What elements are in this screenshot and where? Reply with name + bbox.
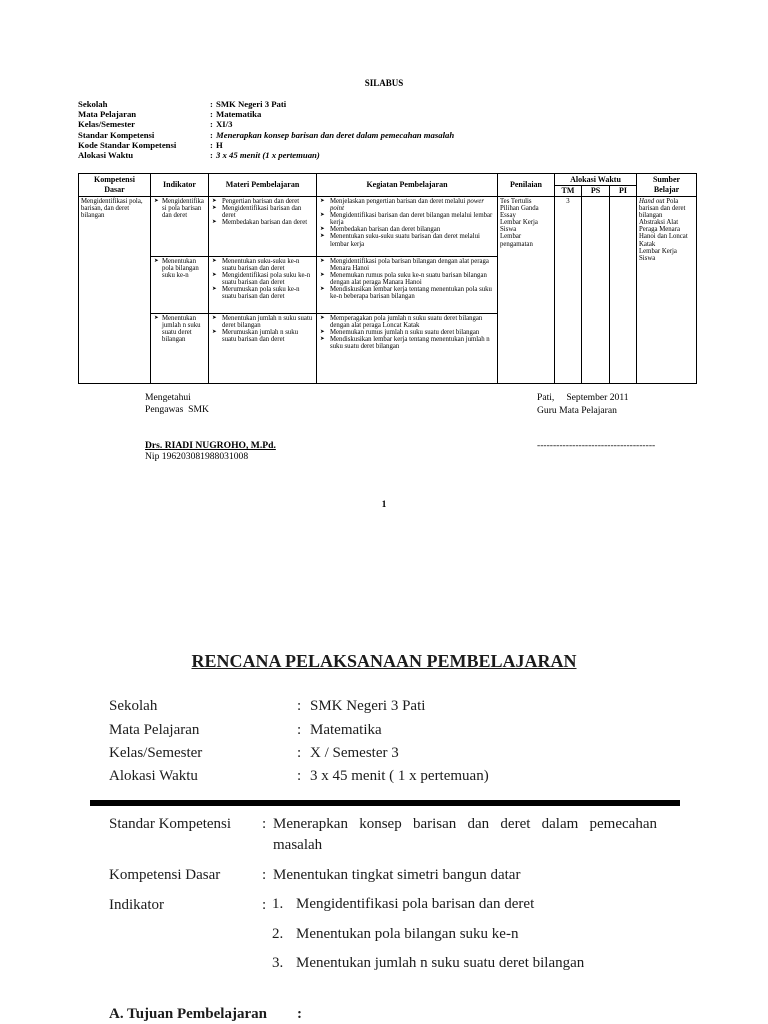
info-label: Sekolah	[78, 99, 108, 109]
info-label: Mata Pelajaran	[78, 109, 137, 120]
kegiatan-list	[319, 315, 495, 350]
header-tm: TM	[555, 186, 582, 197]
rpp-indikator-label: Indikator	[109, 897, 164, 913]
rpp-standar-value: Menerapkan konsep barisan dan deret dalam pemecahan masalah	[273, 816, 657, 853]
list-item: ➤ Mengidentifikasi pola barisan bilangan dengan alat peraga Menara Hanoi	[319, 258, 495, 272]
header-alokasi-waktu: Alokasi Waktu	[555, 174, 637, 186]
indikator-list	[153, 315, 206, 343]
cell-kegiatan	[317, 257, 498, 314]
rpp-standar-separator: :	[262, 816, 267, 832]
rpp-kd-label: Kompetensi Dasar	[109, 867, 221, 883]
list-item: ➤ Merumuskan pola suku ke-n suatu barisan dan deret	[211, 286, 314, 300]
rpp-info-separator: :	[297, 698, 302, 714]
cell-penilaian	[498, 197, 555, 384]
penilaian-item: Lembar pengamatan	[500, 233, 533, 248]
header-penilaian: Penilaian	[498, 174, 555, 197]
indikator-list	[153, 198, 206, 219]
cell-materi	[209, 314, 317, 384]
list-item: ➤ Menentukan pola bilangan suku ke-n	[153, 258, 206, 279]
info-row-standar-kompetensi	[78, 130, 698, 140]
materi-list	[211, 315, 314, 343]
info-value: XI/3	[216, 119, 233, 130]
header-pi: PI	[610, 186, 637, 197]
signature-name: Drs. RIADI NUGROHO, M.Pd.	[145, 440, 276, 451]
list-item: ➤ Menentukan suku-suku suatu barisan dan deret melalui lembar kerja	[319, 233, 495, 247]
cell-tm: 3	[555, 197, 582, 384]
list-item: ➤ Mengidentifikasi pola suku ke-n suatu barisan dan deret	[211, 272, 314, 286]
item-text: Menentukan pola bilangan suku ke-n	[296, 926, 519, 942]
sumber-item: Abstraksi Alat Peraga Menara Hanoi dan Loncat Katak	[639, 219, 688, 248]
rpp-info-label: Alokasi Waktu	[109, 768, 198, 784]
info-label: Standar Kompetensi	[78, 129, 155, 140]
list-item: ➤ Pengertian barisan dan deret	[211, 198, 314, 205]
signature-nip: Nip 196203081988031008	[145, 451, 249, 462]
penilaian-item: Tes Tertulis	[500, 198, 532, 205]
info-value: 3 x 45 menit (1 x pertemuan)	[216, 149, 320, 160]
rpp-info-value: Matematika	[310, 722, 382, 738]
list-item: ➤ Mengidentifikasi barisan dan deret	[211, 205, 314, 219]
header-ps: PS	[582, 186, 610, 197]
list-item: ➤ Merumuskan jumlah n suku suatu barisan dan deret	[211, 329, 314, 343]
signature-place-date: Pati, September 2011	[537, 392, 629, 403]
list-item: ➤ Menentukan jumlah n suku suatu deret bilangan	[153, 315, 206, 343]
table-row	[79, 197, 697, 257]
silabus-table	[78, 173, 697, 384]
cell-kegiatan	[317, 197, 498, 257]
item-text: Menentukan jumlah n suku suatu deret bilangan	[296, 955, 585, 971]
rpp-info-separator: :	[297, 722, 302, 738]
list-item: ➤ Membedakan barisan dan deret bilangan	[319, 226, 495, 233]
rpp-info-label: Sekolah	[109, 698, 158, 714]
cell-indikator	[151, 197, 209, 257]
info-row-kode-standar-kompetensi	[78, 140, 698, 150]
list-item: ➤ Menemukan rumus pola suku ke-n suatu barisan bilangan dengan alat peraga Manara Hanoi	[319, 272, 495, 286]
rpp-kd-separator: :	[262, 867, 267, 883]
info-label: Alokasi Waktu	[78, 149, 134, 160]
info-value: SMK Negeri 3 Pati	[216, 99, 287, 109]
info-label: Kode Standar Kompetensi	[78, 139, 177, 150]
materi-list	[211, 258, 314, 301]
penilaian-item: Pilihan Ganda	[500, 205, 539, 213]
info-value: Menerapkan konsep barisan dan deret dalam pemecahan masalah	[216, 129, 455, 140]
item-number: 2.	[272, 926, 284, 942]
info-separator: :	[210, 149, 213, 160]
signature-role: Guru Mata Pelajaran	[537, 405, 617, 416]
rpp-indikator-separator: :	[262, 897, 267, 913]
page-number: 1	[381, 499, 387, 510]
item-number: 1.	[272, 896, 284, 912]
info-separator: :	[210, 99, 213, 109]
info-row-alokasi-waktu	[78, 150, 698, 160]
item-number: 3.	[272, 955, 284, 971]
cell-ps	[582, 197, 610, 384]
rpp-info-label: Mata Pelajaran	[109, 722, 200, 738]
silabus-info	[78, 99, 698, 160]
info-row-kelas-semester	[78, 119, 698, 129]
cell-materi	[209, 197, 317, 257]
rpp-info-separator: :	[297, 768, 302, 784]
info-value: H	[216, 139, 223, 150]
sumber-hand-out: Hand out	[639, 198, 665, 205]
rpp-info-label: Kelas/Semester	[109, 745, 203, 761]
header-kegiatan-pembelajaran: Kegiatan Pembelajaran	[317, 174, 498, 197]
header-sumber-belajar: Sumber Belajar	[637, 174, 697, 197]
rpp-title: RENCANA PELAKSANAAN PEMBELAJARAN	[191, 651, 577, 671]
indikator-list	[153, 258, 206, 279]
table-header-row	[79, 174, 697, 186]
info-separator: :	[210, 119, 213, 130]
rpp-standar-label: Standar Kompetensi	[109, 816, 232, 832]
item-text: Menjelaskan pengertian barisan dan deret melalui	[330, 198, 466, 205]
rpp-info-value: X / Semester 3	[310, 745, 399, 761]
item-emphasis: power point	[330, 198, 485, 213]
cell-indikator	[151, 314, 209, 384]
sumber-text: Pola barisan dan deret bilangan	[639, 198, 686, 220]
section-divider	[90, 800, 680, 806]
sumber-item	[639, 198, 694, 219]
rpp-kompetensi-dasar	[109, 865, 669, 886]
header-kompetensi-dasar: Kompetensi Dasar	[79, 174, 151, 197]
list-item: ➤ Menentukan jumlah n suku suatu deret bilangan	[211, 315, 314, 329]
materi-list	[211, 198, 314, 226]
list-item	[319, 198, 495, 212]
list-item: ➤ Memperagakan pola jumlah n suku suatu deret bilangan dengan alat peraga Loncat Katak	[319, 315, 495, 329]
cell-pi	[610, 197, 637, 384]
list-item: ➤ Membedakan barisan dan deret	[211, 219, 314, 226]
info-row-mata-pelajaran	[78, 109, 698, 119]
info-label: Kelas/Semester	[78, 119, 135, 130]
rpp-tujuan-separator: :	[297, 1006, 302, 1022]
rpp-info-separator: :	[297, 745, 302, 761]
item-text: Mengidentifikasi pola barisan dan deret	[296, 896, 535, 912]
sumber-item: Lembar Kerja Siswa	[639, 247, 677, 262]
list-item: ➤ Mengidentifikasi barisan dan deret bilangan melalui lembar kerja	[319, 212, 495, 226]
cell-indikator	[151, 257, 209, 314]
signature-mengetahui: Mengetahui	[145, 392, 191, 403]
kegiatan-list	[319, 198, 495, 248]
signature-pengawas: Pengawas SMK	[145, 404, 209, 415]
list-item: ➤ Menentukan suku-suku ke-n suatu barisan dan deret	[211, 258, 314, 272]
rpp-tujuan-heading	[109, 1005, 302, 1023]
list-item: ➤ Mendiskusikan lembar kerja tentang menentukan pola suku ke-n beberapa barisan bilangan	[319, 286, 495, 300]
cell-materi	[209, 257, 317, 314]
header-indikator: Indikator	[151, 174, 209, 197]
kegiatan-list	[319, 258, 495, 301]
cell-kegiatan	[317, 314, 498, 384]
penilaian-item: Essay	[500, 212, 516, 220]
cell-kompetensi-dasar: Mengidentifikasi pola, barisan, dan deret bilangan	[79, 197, 151, 384]
info-separator: :	[210, 109, 213, 120]
header-materi-pembelajaran: Materi Pembelajaran	[209, 174, 317, 197]
info-separator: :	[210, 139, 213, 150]
rpp-info-value: SMK Negeri 3 Pati	[310, 698, 426, 714]
list-item: ➤ Mendiskusikan lembar kerja tentang menentukan jumlah n suku suatu deret bilangan	[319, 336, 495, 350]
info-separator: :	[210, 129, 213, 140]
info-row-sekolah	[78, 99, 698, 109]
rpp-kd-value: Menentukan tingkat simetri bangun datar	[273, 867, 521, 883]
cell-sumber-belajar	[637, 197, 697, 384]
silabus-title: SILABUS	[364, 78, 404, 88]
info-value: Matematika	[216, 109, 262, 120]
signature-line: -------------------------------------	[537, 440, 656, 451]
rpp-tujuan-label: A. Tujuan Pembelajaran	[109, 1006, 267, 1022]
list-item: ➤ Mengidentifikasi pola barisan dan deret	[153, 198, 206, 219]
list-item: ➤ Menemukan rumus jumlah n suku suatu deret bilangan	[319, 329, 495, 336]
penilaian-item: Lembar Kerja Siswa	[500, 219, 538, 234]
rpp-standar-kompetensi	[109, 814, 669, 856]
rpp-info-value: 3 x 45 menit ( 1 x pertemuan)	[310, 768, 489, 784]
